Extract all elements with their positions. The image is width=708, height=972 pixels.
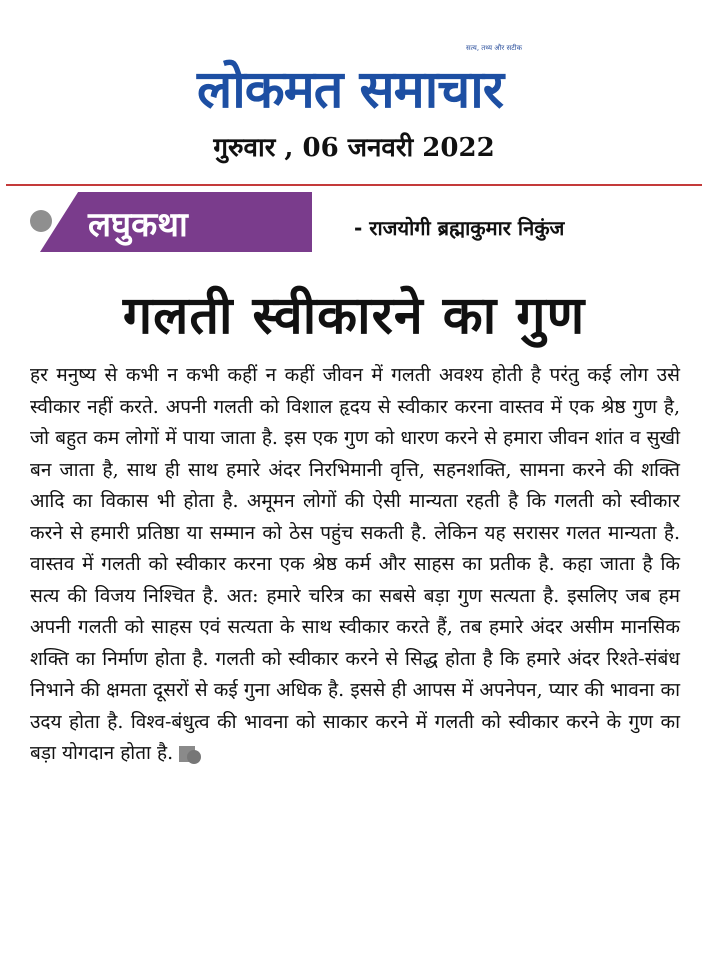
newspaper-logo: लोकमत समाचार: [197, 60, 503, 120]
divider-rule: [6, 184, 702, 186]
section-tag: [30, 192, 310, 254]
article-body: [30, 360, 680, 770]
masthead-tagline: सत्य, तथ्य और सटीक: [466, 44, 522, 52]
article-headline: गलती स्वीकारने का गुण: [122, 286, 586, 346]
section-tag-label: लघुकथा: [88, 205, 188, 245]
bullet-dot-icon: [30, 210, 52, 232]
publication-date: गुरुवार , 06 जनवरी 2022: [213, 133, 495, 163]
masthead: [0, 18, 708, 120]
author-byline: - राजयोगी ब्रह्माकुमार निकुंज: [354, 216, 565, 240]
end-mark-icon: [179, 746, 195, 762]
article-body-text: हर मनुष्य से कभी न कभी कहीं न कहीं जीवन में गलती अवश्य होती है परंतु कई लोग उसे स्वीकार नहीं करते. अपनी गलती को विशाल हृदय से स्वीकार करना वास्तव में एक श्रेष्ठ गुण है, जो बहुत कम लोगों में पाया जाता है. इस एक गुण को धारण करने से हमारा जीवन शांत व सुखी बन जाता है, साथ ही साथ हमारे अंदर निरभिमानी वृत्ति, सहनशक्ति, सामना करने की शक्ति आदि का विकास भी होता है. अमूमन लोगों की ऐसी मान्यता रहती है कि गलती को स्वीकार करने से हमारी प्रतिष्ठा या सम्मान को ठेस पहुंच सकती है. लेकिन यह सरासर गलत मान्यता है. वास्तव में गलती को स्वीकार करना एक श्रेष्ठ कर्म और साहस का प्रतीक है. कहा जाता है कि सत्य की विजय निश्चित है. अत: हमारे चरित्र का सबसे बड़ा गुण सत्यता है. इसलिए जब हम अपनी गलती को साहस एवं सत्यता के साथ स्वीकार करते हैं, तब हमारे अंदर असीम मानसिक शक्ति का निर्माण होता है. गलती को स्वीकार करने से सिद्ध होता है कि हमारे अंदर रिश्ते-संबंध निभाने की क्षमता दूसरों से कई गुना अधिक है. इससे ही आपस में अपनेपन, प्यार की भावना का उदय होता है. विश्व-बंधुत्व की भावना को साकार करने में गलती को स्वीकार करने के गुण का बड़ा योगदान होता है.: [30, 364, 680, 764]
